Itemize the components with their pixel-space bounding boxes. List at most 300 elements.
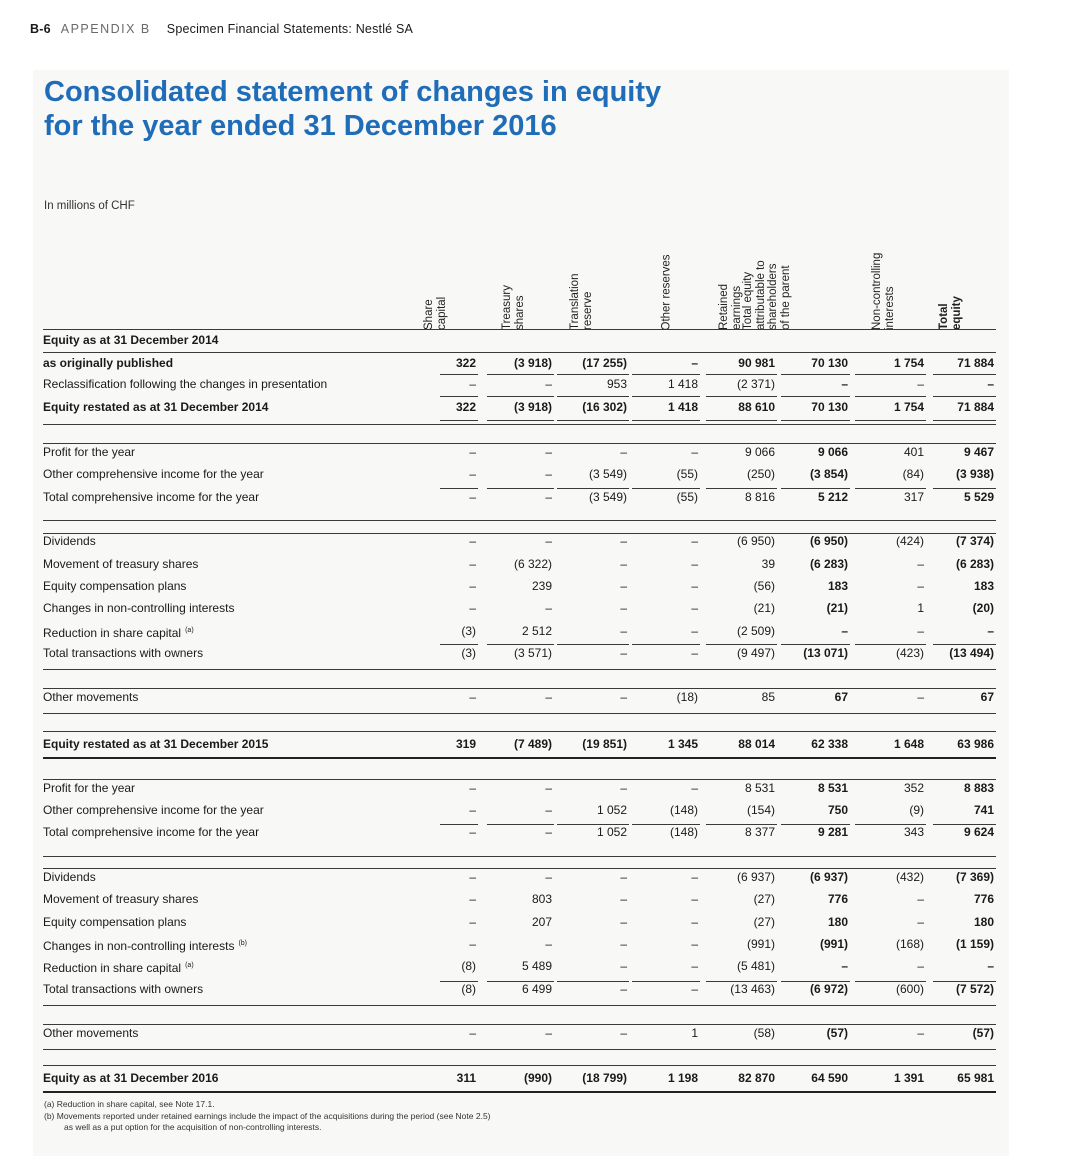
cell-owners-total-2016-other-reserves: – <box>691 982 698 996</box>
column-header-line: Total equity <box>742 271 754 330</box>
cell-equity-2015-other-reserves: 1 345 <box>667 737 698 751</box>
subtotal-rule <box>557 488 629 489</box>
cell-reclassification-equity-parent: – <box>841 377 848 391</box>
cell-other-movements-2016-treasury-shares: – <box>545 1026 552 1040</box>
cell-nci-changes-2016-retained-earnings: (991) <box>746 937 775 951</box>
cell-owners-total-2015-treasury-shares: (3 571) <box>513 646 552 660</box>
column-header-retained-earnings <box>718 284 743 330</box>
section-rule <box>43 1049 996 1050</box>
cell-equity-2015-share-capital: 319 <box>455 737 476 751</box>
cell-equity-2014-restated-non-controlling: 1 754 <box>893 400 924 414</box>
subtotal-rule <box>487 488 554 489</box>
row-label-nci-changes-2016 <box>43 937 247 953</box>
cell-dividends-2015-translation-reserve: – <box>620 534 627 548</box>
subtotal-rule <box>632 488 700 489</box>
cell-other-movements-2016-total-equity: (57) <box>972 1026 994 1040</box>
cell-oci-2016-treasury-shares: – <box>545 803 552 817</box>
cell-equity-2016-translation-reserve: (18 799) <box>582 1071 627 1085</box>
subtotal-rule <box>487 644 554 645</box>
subtotal-rule <box>706 374 777 375</box>
cell-equity-2014-published-treasury-shares: (3 918) <box>513 356 552 370</box>
section-rule <box>43 731 996 732</box>
column-header-line: earnings <box>730 285 743 330</box>
row-label-text: Equity as at 31 December 2016 <box>43 1071 219 1085</box>
cell-share-capital-reduction-2016-share-capital: (8) <box>461 959 476 973</box>
cell-share-capital-reduction-2016-treasury-shares: 5 489 <box>521 959 552 973</box>
row-label-owners-total-2015 <box>43 646 203 660</box>
cell-share-capital-reduction-2016-other-reserves: – <box>691 959 698 973</box>
column-header-line: attributable to <box>754 260 767 330</box>
cell-profit-2015-total-equity: 9 467 <box>963 445 994 459</box>
row-label-text: Reduction in share capital <box>43 626 182 640</box>
cell-equity-2016-retained-earnings: 82 870 <box>738 1071 775 1085</box>
subtotal-rule <box>706 396 777 397</box>
subtotal-rule <box>933 488 996 489</box>
column-header-line: interests <box>883 286 896 330</box>
cell-other-movements-2015-total-equity: 67 <box>980 690 994 704</box>
subtotal-rule <box>632 396 700 397</box>
cell-reclassification-retained-earnings: (2 371) <box>736 377 775 391</box>
cell-share-capital-reduction-2015-equity-parent: – <box>841 624 848 638</box>
subtotal-rule <box>440 644 478 645</box>
column-header-other-reserves <box>661 254 674 330</box>
cell-owners-total-2015-non-controlling: (423) <box>895 646 924 660</box>
cell-share-capital-reduction-2015-translation-reserve: – <box>620 624 627 638</box>
row-label-other-movements-2015 <box>43 690 138 704</box>
column-header-non-controlling <box>871 253 896 330</box>
subtotal-rule <box>781 396 850 397</box>
footnote-marker: (a) <box>185 962 194 969</box>
cell-equity-comp-2015-total-equity: 183 <box>973 579 994 593</box>
book-title: Specimen Financial Statements: Nestlé SA <box>166 22 414 36</box>
column-header-line: Translation <box>569 273 581 330</box>
cell-oci-2015-share-capital: – <box>469 467 476 481</box>
subtotal-rule <box>855 396 926 397</box>
cell-other-movements-2015-retained-earnings: 85 <box>761 690 775 704</box>
column-header-line: equity <box>950 296 963 330</box>
section-rule <box>43 424 996 425</box>
section-rule <box>43 856 996 857</box>
cell-profit-2015-non-controlling: 401 <box>903 445 924 459</box>
row-label-dividends-2015 <box>43 534 96 548</box>
cell-treasury-shares-2015-other-reserves: – <box>691 557 698 571</box>
row-label-equity-comp-2015 <box>43 579 186 593</box>
row-label-text: Other movements <box>43 690 139 704</box>
cell-share-capital-reduction-2016-total-equity: – <box>987 959 994 973</box>
cell-equity-2016-other-reserves: 1 198 <box>667 1071 698 1085</box>
cell-oci-2016-share-capital: – <box>469 803 476 817</box>
cell-profit-2015-retained-earnings: 9 066 <box>744 445 775 459</box>
cell-tci-2015-other-reserves: (55) <box>676 490 698 504</box>
cell-profit-2016-other-reserves: – <box>691 781 698 795</box>
cell-dividends-2016-total-equity: (7 369) <box>955 870 994 884</box>
row-label-oci-2015 <box>43 467 264 481</box>
cell-equity-2014-published-retained-earnings: 90 981 <box>738 356 775 370</box>
total-rule <box>706 420 777 421</box>
cell-owners-total-2015-total-equity: (13 494) <box>949 646 994 660</box>
cell-equity-2014-published-non-controlling: 1 754 <box>893 356 924 370</box>
cell-oci-2015-retained-earnings: (250) <box>746 467 775 481</box>
cell-oci-2016-translation-reserve: 1 052 <box>596 803 627 817</box>
row-label-text: Profit for the year <box>43 445 136 459</box>
row-label-text: Equity restated as at 31 December 2015 <box>43 737 269 751</box>
cell-profit-2016-equity-parent: 8 531 <box>817 781 848 795</box>
cell-owners-total-2015-other-reserves: – <box>691 646 698 660</box>
column-header-line: of the parent <box>779 265 792 330</box>
cell-nci-changes-2015-total-equity: (20) <box>972 601 994 615</box>
cell-profit-2016-retained-earnings: 8 531 <box>744 781 775 795</box>
cell-nci-changes-2016-translation-reserve: – <box>620 937 627 951</box>
row-label-text: Movement of treasury shares <box>43 892 199 906</box>
column-header-translation-reserve <box>569 274 594 330</box>
cell-profit-2016-treasury-shares: – <box>545 781 552 795</box>
cell-oci-2015-treasury-shares: – <box>545 467 552 481</box>
cell-nci-changes-2016-equity-parent: (991) <box>819 937 848 951</box>
cell-profit-2015-translation-reserve: – <box>620 445 627 459</box>
cell-equity-2015-translation-reserve: (19 851) <box>582 737 627 751</box>
column-header-total-equity <box>938 296 963 330</box>
cell-other-movements-2016-equity-parent: (57) <box>826 1026 848 1040</box>
cell-other-movements-2015-treasury-shares: – <box>545 690 552 704</box>
column-header-treasury-shares <box>501 285 526 330</box>
cell-other-movements-2016-retained-earnings: (58) <box>753 1026 775 1040</box>
column-header-line: Share <box>423 299 435 330</box>
cell-profit-2015-share-capital: – <box>469 445 476 459</box>
total-rule <box>855 420 926 421</box>
row-label-equity-2014-heading <box>43 333 218 347</box>
cell-equity-2016-treasury-shares: (990) <box>523 1071 552 1085</box>
row-label-text: Movement of treasury shares <box>43 557 199 571</box>
cell-owners-total-2016-translation-reserve: – <box>620 982 627 996</box>
cell-dividends-2016-share-capital: – <box>469 870 476 884</box>
column-header-line: Treasury <box>501 285 513 330</box>
cell-other-movements-2015-non-controlling: – <box>917 690 924 704</box>
cell-equity-2014-published-translation-reserve: (17 255) <box>582 356 627 370</box>
cell-tci-2015-treasury-shares: – <box>545 490 552 504</box>
row-label-reclassification <box>43 377 327 391</box>
cell-nci-changes-2016-non-controlling: (168) <box>895 937 924 951</box>
cell-equity-2014-published-equity-parent: 70 130 <box>811 356 848 370</box>
subtotal-rule <box>781 374 850 375</box>
section-rule <box>43 443 996 444</box>
cell-other-movements-2015-share-capital: – <box>469 690 476 704</box>
total-rule <box>43 1091 996 1093</box>
cell-reclassification-share-capital: – <box>469 377 476 391</box>
cell-oci-2015-non-controlling: (84) <box>902 467 924 481</box>
section-rule <box>43 669 996 670</box>
total-rule <box>440 420 478 421</box>
appendix-label: APPENDIX B <box>60 22 151 36</box>
cell-treasury-shares-2015-equity-parent: (6 283) <box>809 557 848 571</box>
cell-nci-changes-2016-treasury-shares: – <box>545 937 552 951</box>
cell-reclassification-non-controlling: – <box>917 377 924 391</box>
cell-treasury-shares-2015-share-capital: – <box>469 557 476 571</box>
cell-owners-total-2016-retained-earnings: (13 463) <box>730 982 775 996</box>
cell-equity-2015-non-controlling: 1 648 <box>893 737 924 751</box>
cell-share-capital-reduction-2016-translation-reserve: – <box>620 959 627 973</box>
cell-equity-2014-published-share-capital: 322 <box>455 356 476 370</box>
footnote-b-cont: as well as a put option for the acquisition of non-controlling interests. <box>64 1122 322 1132</box>
cell-profit-2015-other-reserves: – <box>691 445 698 459</box>
cell-treasury-shares-2015-retained-earnings: 39 <box>761 557 775 571</box>
subtotal-rule <box>632 374 700 375</box>
column-header-line: Retained <box>718 283 730 330</box>
cell-treasury-shares-2016-translation-reserve: – <box>620 892 627 906</box>
subtotal-rule <box>781 644 850 645</box>
units-label: In millions of CHF <box>44 200 135 212</box>
cell-equity-2016-non-controlling: 1 391 <box>893 1071 924 1085</box>
cell-equity-comp-2015-retained-earnings: (56) <box>753 579 775 593</box>
cell-reclassification-translation-reserve: 953 <box>606 377 627 391</box>
cell-profit-2016-total-equity: 8 883 <box>963 781 994 795</box>
cell-equity-2016-equity-parent: 64 590 <box>811 1071 848 1085</box>
cell-treasury-shares-2016-treasury-shares: 803 <box>531 892 552 906</box>
statement-title <box>44 75 661 143</box>
cell-oci-2016-other-reserves: (148) <box>669 803 698 817</box>
cell-nci-changes-2015-retained-earnings: (21) <box>753 601 775 615</box>
cell-equity-comp-2016-equity-parent: 180 <box>827 915 848 929</box>
total-rule <box>487 420 554 421</box>
cell-oci-2016-retained-earnings: (154) <box>746 803 775 817</box>
cell-treasury-shares-2016-share-capital: – <box>469 892 476 906</box>
cell-equity-2015-equity-parent: 62 338 <box>811 737 848 751</box>
section-rule <box>43 352 996 353</box>
row-label-tci-2015 <box>43 490 259 504</box>
cell-oci-2015-total-equity: (3 938) <box>955 467 994 481</box>
row-label-other-movements-2016 <box>43 1026 138 1040</box>
row-label-text: Equity compensation plans <box>43 579 187 593</box>
subtotal-rule <box>557 644 629 645</box>
cell-oci-2016-equity-parent: 750 <box>827 803 848 817</box>
subtotal-rule <box>632 644 700 645</box>
row-label-equity-comp-2016 <box>43 915 186 929</box>
cell-other-movements-2015-translation-reserve: – <box>620 690 627 704</box>
cell-equity-comp-2016-retained-earnings: (27) <box>753 915 775 929</box>
row-label-oci-2016 <box>43 803 264 817</box>
cell-dividends-2016-non-controlling: (432) <box>895 870 924 884</box>
cell-equity-2014-restated-total-equity: 71 884 <box>957 400 994 414</box>
cell-profit-2016-non-controlling: 352 <box>903 781 924 795</box>
cell-share-capital-reduction-2015-other-reserves: – <box>691 624 698 638</box>
cell-equity-comp-2016-share-capital: – <box>469 915 476 929</box>
cell-dividends-2015-equity-parent: (6 950) <box>809 534 848 548</box>
cell-profit-2015-equity-parent: 9 066 <box>817 445 848 459</box>
cell-nci-changes-2015-treasury-shares: – <box>545 601 552 615</box>
cell-tci-2015-total-equity: 5 529 <box>963 490 994 504</box>
cell-profit-2016-translation-reserve: – <box>620 781 627 795</box>
cell-treasury-shares-2016-non-controlling: – <box>917 892 924 906</box>
row-label-text: Total transactions with owners <box>43 982 204 996</box>
row-label-profit-2016 <box>43 781 135 795</box>
section-rule <box>43 1024 996 1025</box>
cell-dividends-2016-translation-reserve: – <box>620 870 627 884</box>
cell-oci-2015-equity-parent: (3 854) <box>809 467 848 481</box>
cell-other-movements-2016-translation-reserve: – <box>620 1026 627 1040</box>
cell-treasury-shares-2015-total-equity: (6 283) <box>955 557 994 571</box>
cell-tci-2016-other-reserves: (148) <box>669 825 698 839</box>
column-header-line: shareholders <box>767 263 779 330</box>
subtotal-rule <box>855 488 926 489</box>
cell-oci-2016-total-equity: 741 <box>973 803 994 817</box>
section-rule <box>43 520 996 521</box>
row-label-text: Total comprehensive income for the year <box>43 825 260 839</box>
cell-share-capital-reduction-2015-retained-earnings: (2 509) <box>736 624 775 638</box>
cell-equity-comp-2015-non-controlling: – <box>917 579 924 593</box>
cell-dividends-2015-retained-earnings: (6 950) <box>736 534 775 548</box>
row-label-treasury-shares-2015 <box>43 557 198 571</box>
row-label-text: Total transactions with owners <box>43 646 204 660</box>
cell-equity-comp-2015-translation-reserve: – <box>620 579 627 593</box>
total-rule <box>557 420 629 421</box>
row-label-text: Reduction in share capital <box>43 961 182 975</box>
column-header-share-capital <box>423 297 448 330</box>
cell-nci-changes-2016-total-equity: (1 159) <box>955 937 994 951</box>
row-label-owners-total-2016 <box>43 982 203 996</box>
subtotal-rule <box>933 374 996 375</box>
subtotal-rule <box>557 396 629 397</box>
cell-tci-2016-non-controlling: 343 <box>903 825 924 839</box>
cell-equity-comp-2015-share-capital: – <box>469 579 476 593</box>
cell-owners-total-2015-share-capital: (3) <box>461 646 476 660</box>
total-rule <box>632 420 700 421</box>
cell-tci-2015-equity-parent: 5 212 <box>817 490 848 504</box>
subtotal-rule <box>706 488 777 489</box>
row-label-equity-2014-restated <box>43 400 268 414</box>
cell-tci-2015-share-capital: – <box>469 490 476 504</box>
section-rule <box>43 1065 996 1066</box>
column-header-equity-parent <box>742 260 792 330</box>
cell-tci-2016-treasury-shares: – <box>545 825 552 839</box>
cell-dividends-2015-other-reserves: – <box>691 534 698 548</box>
row-label-text: Equity restated as at 31 December 2014 <box>43 400 269 414</box>
cell-treasury-shares-2016-equity-parent: 776 <box>827 892 848 906</box>
subtotal-rule <box>487 396 554 397</box>
total-rule <box>933 420 996 421</box>
cell-nci-changes-2015-other-reserves: – <box>691 601 698 615</box>
row-label-treasury-shares-2016 <box>43 892 198 906</box>
cell-equity-2016-total-equity: 65 981 <box>957 1071 994 1085</box>
cell-share-capital-reduction-2015-treasury-shares: 2 512 <box>521 624 552 638</box>
cell-oci-2015-translation-reserve: (3 549) <box>588 467 627 481</box>
column-header-line: capital <box>435 296 448 330</box>
header-rule <box>43 329 996 330</box>
row-label-text: as originally published <box>43 356 174 370</box>
subtotal-rule <box>781 488 850 489</box>
cell-dividends-2015-share-capital: – <box>469 534 476 548</box>
cell-owners-total-2015-equity-parent: (13 071) <box>803 646 848 660</box>
cell-tci-2016-translation-reserve: 1 052 <box>596 825 627 839</box>
footnote-b: (b) Movements reported under retained earnings include the impact of the acquisitions during the period (see Note 2.5) <box>44 1111 491 1121</box>
column-header-line: Total <box>938 303 950 330</box>
cell-nci-changes-2015-non-controlling: 1 <box>917 601 924 615</box>
row-label-text: Equity as at 31 December 2014 <box>43 333 219 347</box>
cell-treasury-shares-2016-retained-earnings: (27) <box>753 892 775 906</box>
cell-equity-2014-restated-share-capital: 322 <box>455 400 476 414</box>
row-label-equity-2015 <box>43 737 268 751</box>
cell-dividends-2016-retained-earnings: (6 937) <box>736 870 775 884</box>
cell-equity-2015-total-equity: 63 986 <box>957 737 994 751</box>
cell-share-capital-reduction-2016-non-controlling: – <box>917 959 924 973</box>
cell-dividends-2015-treasury-shares: – <box>545 534 552 548</box>
cell-equity-2014-published-other-reserves: – <box>691 356 698 370</box>
row-label-equity-2014-published <box>43 356 173 370</box>
cell-owners-total-2016-share-capital: (8) <box>461 982 476 996</box>
subtotal-rule <box>855 644 926 645</box>
cell-nci-changes-2016-other-reserves: – <box>691 937 698 951</box>
column-header-line: Other reserves <box>660 253 673 330</box>
subtotal-rule <box>933 396 996 397</box>
cell-equity-2014-restated-retained-earnings: 88 610 <box>738 400 775 414</box>
cell-tci-2015-retained-earnings: 8 816 <box>744 490 775 504</box>
section-rule <box>43 1005 996 1006</box>
cell-equity-comp-2016-treasury-shares: 207 <box>531 915 552 929</box>
cell-equity-2014-restated-other-reserves: 1 418 <box>667 400 698 414</box>
cell-treasury-shares-2015-non-controlling: – <box>917 557 924 571</box>
column-header-line: reserve <box>581 291 594 330</box>
cell-equity-2014-restated-equity-parent: 70 130 <box>811 400 848 414</box>
row-label-text: Dividends <box>43 534 96 548</box>
row-label-share-capital-reduction-2015 <box>43 624 194 640</box>
row-label-share-capital-reduction-2016 <box>43 959 194 975</box>
cell-equity-comp-2016-other-reserves: – <box>691 915 698 929</box>
cell-other-movements-2015-other-reserves: (18) <box>676 690 698 704</box>
row-label-text: Changes in non-controlling interests <box>43 601 235 615</box>
cell-owners-total-2016-equity-parent: (6 972) <box>809 982 848 996</box>
cell-dividends-2015-total-equity: (7 374) <box>955 534 994 548</box>
cell-owners-total-2015-translation-reserve: – <box>620 646 627 660</box>
subtotal-rule <box>855 374 926 375</box>
cell-treasury-shares-2016-other-reserves: – <box>691 892 698 906</box>
row-label-text: Dividends <box>43 870 96 884</box>
row-label-text: Other comprehensive income for the year <box>43 803 264 817</box>
cell-tci-2016-share-capital: – <box>469 825 476 839</box>
cell-equity-comp-2016-non-controlling: – <box>917 915 924 929</box>
cell-nci-changes-2015-share-capital: – <box>469 601 476 615</box>
cell-owners-total-2016-total-equity: (7 572) <box>955 982 994 996</box>
subtotal-rule <box>487 374 554 375</box>
subtotal-rule <box>440 488 478 489</box>
cell-equity-comp-2015-equity-parent: 183 <box>827 579 848 593</box>
cell-reclassification-other-reserves: 1 418 <box>667 377 698 391</box>
cell-other-movements-2015-equity-parent: 67 <box>834 690 848 704</box>
cell-nci-changes-2015-translation-reserve: – <box>620 601 627 615</box>
row-label-text: Other movements <box>43 1026 139 1040</box>
row-label-text: Other comprehensive income for the year <box>43 467 264 481</box>
subtotal-rule <box>557 374 629 375</box>
row-label-text: Profit for the year <box>43 781 136 795</box>
page-number: B-6 <box>30 22 51 36</box>
cell-share-capital-reduction-2015-share-capital: (3) <box>461 624 476 638</box>
subtotal-rule <box>440 396 478 397</box>
cell-other-movements-2016-non-controlling: – <box>917 1026 924 1040</box>
cell-other-movements-2016-other-reserves: 1 <box>691 1026 698 1040</box>
cell-dividends-2016-other-reserves: – <box>691 870 698 884</box>
footnote-marker: (b) <box>238 940 248 947</box>
subtotal-rule <box>440 374 478 375</box>
cell-tci-2016-total-equity: 9 624 <box>963 825 994 839</box>
row-label-profit-2015 <box>43 445 135 459</box>
running-head <box>30 22 413 36</box>
title-line-1: Consolidated statement of changes in equity <box>44 76 662 108</box>
cell-share-capital-reduction-2015-total-equity: – <box>987 624 994 638</box>
cell-dividends-2015-non-controlling: (424) <box>895 534 924 548</box>
cell-equity-2014-published-total-equity: 71 884 <box>957 356 994 370</box>
cell-tci-2016-equity-parent: 9 281 <box>817 825 848 839</box>
cell-equity-2015-treasury-shares: (7 489) <box>513 737 552 751</box>
cell-oci-2015-other-reserves: (55) <box>676 467 698 481</box>
row-label-text: Reclassification following the changes in presentation <box>43 377 328 391</box>
cell-profit-2015-treasury-shares: – <box>545 445 552 459</box>
